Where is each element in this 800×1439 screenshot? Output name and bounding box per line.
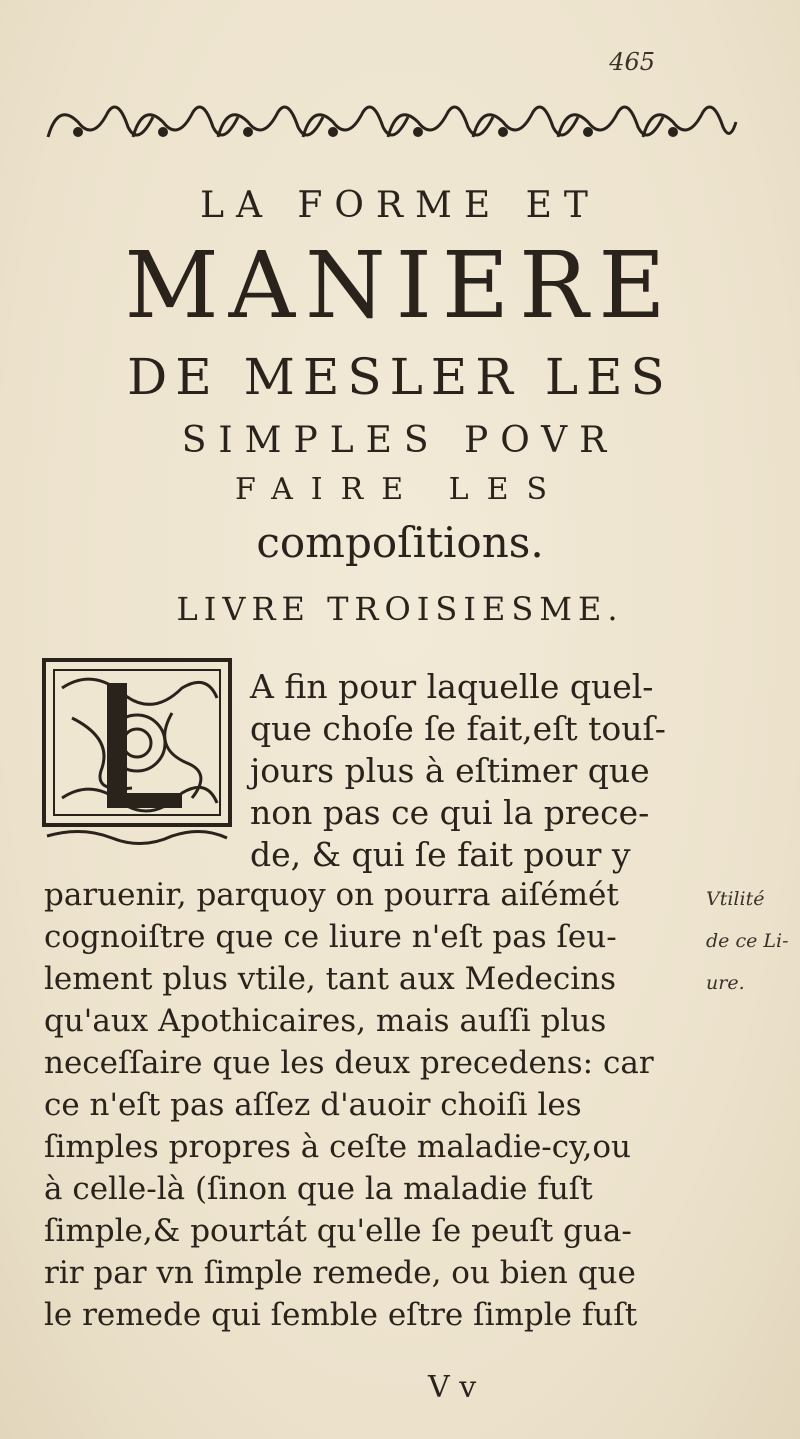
body-line: ſimple,& pourtát qu'elle ſe peuſt gua- — [44, 1213, 632, 1249]
body-line: non pas ce qui la prece- — [250, 793, 650, 832]
title-line-2: MANIERE — [124, 232, 676, 339]
body-line: ce n'eſt pas aſſez d'auoir choiſi les — [44, 1087, 582, 1123]
title-line-6: compoſitions. — [256, 518, 544, 567]
margin-note-line-2: de ce Li- — [706, 930, 789, 952]
title-line-4: SIMPLES POVR — [181, 420, 619, 461]
body-line: A fin pour laquelle quel- — [250, 667, 654, 706]
body-line: lement plus vtile, tant aux Medecins — [44, 961, 617, 997]
margin-note-line-1: Vtilité — [706, 888, 765, 910]
body-line: neceſſaire que les deux precedens: car — [44, 1045, 654, 1081]
title-line-5: FAIRE LES — [234, 472, 566, 507]
body-line: le remede qui ſemble eſtre ſimple fuſt — [44, 1297, 638, 1333]
title-line-3: DE MESLER LES — [127, 348, 673, 406]
body-line: ſimples propres à ceſte maladie-cy,ou — [44, 1129, 632, 1165]
body-line: qu'aux Apothicaires, mais auſſi plus — [44, 1003, 607, 1039]
title-line-1: LA FORME ET — [200, 185, 600, 226]
folio-number: 465 — [609, 48, 655, 76]
signature-mark: V v — [428, 1370, 477, 1405]
book-heading: LIVRE TROISIESME. — [176, 590, 624, 628]
body-line: à celle-là (ſinon que la maladie fuſt — [44, 1171, 593, 1207]
body-line: jours plus à eſtimer que — [250, 751, 650, 790]
body-line: que choſe ſe fait,eſt touſ- — [250, 709, 666, 748]
body-line: rir par vn ſimple remede, ou bien que — [44, 1255, 636, 1291]
body-line: de, & qui ſe fait pour y — [250, 835, 631, 874]
margin-note-line-3: ure. — [706, 972, 745, 994]
body-line: paruenir, parquoy on pourra aiſémét — [44, 877, 619, 913]
body-line: cognoiſtre que ce liure n'eſt pas ſeu- — [44, 919, 617, 955]
